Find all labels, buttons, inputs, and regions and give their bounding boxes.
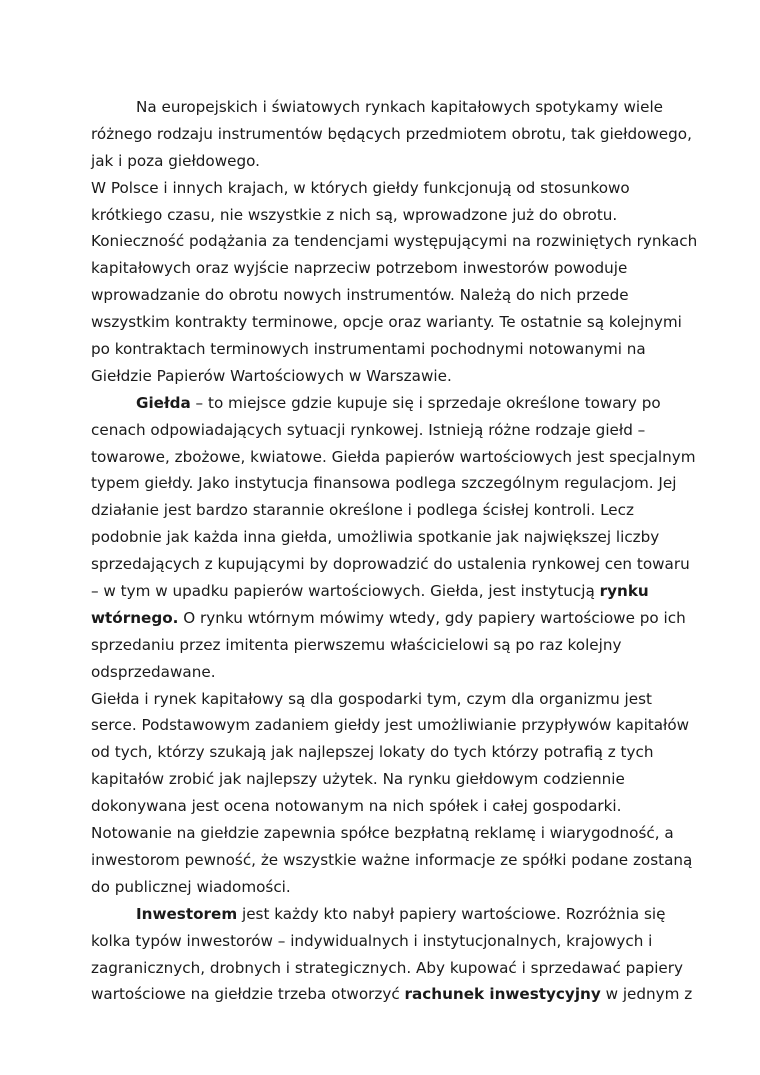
text-line: [91, 148, 703, 175]
text-run: W Polsce i innych krajach, w których giełdy funkcjonują od stosunkowo: [91, 178, 630, 197]
text-run: – to miejsce gdzie kupuje się i sprzedaje określone towary po: [190, 393, 661, 412]
text-run: wszystkim kontrakty terminowe, opcje oraz warianty. Te ostatnie są kolejnymi: [91, 313, 682, 332]
text-line: [91, 981, 703, 1008]
text-run: odsprzedawane.: [91, 662, 216, 681]
bold-term: Giełda: [136, 393, 191, 412]
text-line: [91, 847, 703, 874]
text-run: towarowe, zbożowe, kwiatowe. Giełda papierów wartościowych jest specjalnym: [91, 447, 696, 466]
bold-term: rachunek inwestycyjny: [404, 985, 601, 1004]
text-run: wprowadzanie do obrotu nowych instrumentów. Należą do nich przede: [91, 286, 629, 305]
text-line: [91, 605, 703, 632]
text-run: zagranicznych, drobnych i strategicznych. Aby kupować i sprzedawać papiery: [91, 958, 684, 977]
text-run: w jednym z: [600, 985, 693, 1004]
bold-term: wtórnego.: [91, 608, 179, 627]
text-line: [91, 793, 703, 820]
text-run: podobnie jak każda inna giełda, umożliwia spotkanie jak największej liczby: [91, 528, 660, 547]
text-run: inwestorom pewność, że wszystkie ważne informacje ze spółki podane zostaną: [91, 850, 693, 869]
paragraph: [91, 686, 703, 901]
text-run: Na europejskich i światowych rynkach kapitałowych spotykamy wiele: [136, 98, 664, 116]
text-line: [91, 955, 703, 982]
text-line: [91, 336, 703, 363]
text-line: [91, 551, 703, 578]
text-line: [91, 686, 703, 713]
text-run: O rynku wtórnym mówimy wtedy, gdy papiery wartościowe po ich: [178, 608, 686, 627]
text-run: kapitałowych oraz wyjście naprzeciw potrzebom inwestorów powoduje: [91, 259, 628, 278]
text-run: do publicznej wiadomości.: [91, 877, 291, 896]
text-line: [91, 363, 703, 390]
text-line: [91, 390, 703, 417]
text-line: [91, 766, 703, 793]
text-run: dokonywana jest ocena notowanym na nich spółek i całej gospodarki.: [91, 797, 622, 816]
text-run: kapitałów zrobić jak najlepszy użytek. Na rynku giełdowym codziennie: [91, 770, 625, 789]
text-run: Konieczność podążania za tendencjami występującymi na rozwiniętych rynkach: [91, 232, 698, 251]
text-line: [91, 712, 703, 739]
text-line: [91, 175, 703, 202]
text-run: po kontraktach terminowych instrumentami pochodnymi notowanymi na: [91, 340, 646, 359]
text-run: serce. Podstawowym zadaniem giełdy jest umożliwianie przypływów kapitałów: [91, 716, 690, 735]
text-run: – w tym w upadku papierów wartościowych. Giełda, jest instytucją: [91, 582, 600, 601]
text-line: [91, 309, 703, 336]
text-run: jest każdy kto nabył papiery wartościowe. Rozróżnia się: [237, 904, 666, 923]
text-line: [91, 255, 703, 282]
text-run: sprzedaniu przez imitenta pierwszemu właścicielowi są po raz kolejny: [91, 635, 622, 654]
text-run: cenach odpowiadających sytuacji rynkowej. Istnieją różne rodzaje giełd –: [91, 420, 646, 439]
text-run: od tych, którzy szukają jak najlepszej lokaty do tych którzy potrafią z tych: [91, 743, 654, 762]
text-run: kolka typów inwestorów – indywidualnych i instytucjonalnych, krajowych i: [91, 931, 653, 950]
text-line: [91, 228, 703, 255]
text-line: [91, 901, 703, 928]
text-run: jak i poza giełdowego.: [91, 151, 260, 170]
text-run: Giełda i rynek kapitałowy są dla gospodarki tym, czym dla organizmu jest: [91, 689, 652, 708]
text-run: różnego rodzaju instrumentów będących przedmiotem obrotu, tak giełdowego,: [91, 124, 692, 143]
text-line: [91, 820, 703, 847]
text-line: [91, 632, 703, 659]
paragraph: [91, 901, 703, 1009]
paragraph: [91, 390, 703, 686]
text-line: [91, 417, 703, 444]
text-run: typem giełdy. Jako instytucja finansowa podlega szczególnym regulacjom. Jej: [91, 474, 677, 493]
text-line: [91, 578, 703, 605]
text-line: [91, 524, 703, 551]
text-line: [91, 928, 703, 955]
document-page: [91, 94, 703, 1008]
text-run: Giełdzie Papierów Wartościowych w Warszawie.: [91, 366, 452, 385]
text-run: działanie jest bardzo starannie określone i podlega ścisłej kontroli. Lecz: [91, 501, 634, 520]
text-line: [91, 444, 703, 471]
text-line: [91, 94, 703, 121]
text-line: [91, 497, 703, 524]
text-run: krótkiego czasu, nie wszystkie z nich są, wprowadzone już do obrotu.: [91, 205, 618, 224]
paragraph: [91, 175, 703, 390]
text-line: [91, 659, 703, 686]
text-line: [91, 739, 703, 766]
text-line: [91, 121, 703, 148]
bold-term: Inwestorem: [136, 904, 238, 923]
paragraph: [91, 94, 703, 175]
text-line: [91, 282, 703, 309]
text-run: Notowanie na giełdzie zapewnia spółce bezpłatną reklamę i wiarygodność, a: [91, 824, 674, 843]
text-line: [91, 470, 703, 497]
text-line: [91, 874, 703, 901]
text-run: wartościowe na giełdzie trzeba otworzyć: [91, 985, 405, 1004]
text-run: sprzedających z kupującymi by doprowadzić do ustalenia rynkowej cen towaru: [91, 555, 690, 574]
text-line: [91, 202, 703, 229]
bold-term: rynku: [599, 582, 649, 601]
